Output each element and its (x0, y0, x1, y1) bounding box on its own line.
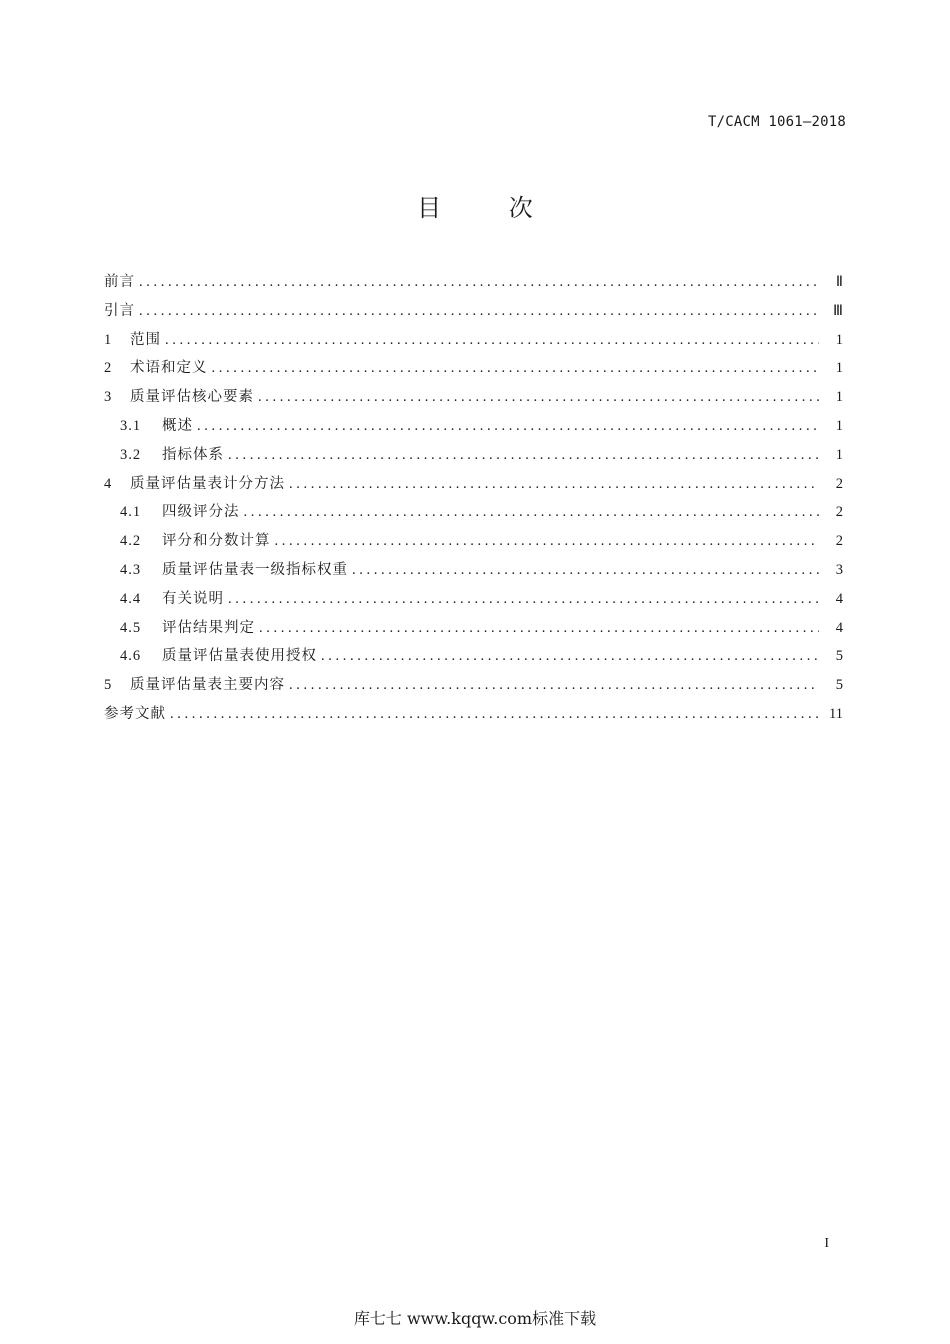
toc-entry-4-2[interactable] (104, 529, 843, 558)
toc-entry-page: 1 (835, 331, 843, 348)
footer-watermark-text: 库七七 www.kqqw.com标准下载 (353, 1309, 597, 1328)
toc-entry-page: 5 (835, 677, 843, 694)
toc-entry-4-5[interactable] (104, 616, 843, 645)
toc-leader-dots (197, 418, 819, 435)
toc-entry-label: 范围 (130, 331, 161, 348)
toc-entry-page: 2 (835, 533, 843, 550)
toc-entry-page: 1 (835, 417, 843, 434)
toc-entry-label: 前言 (104, 274, 135, 290)
toc-entry-number: 4.1 (120, 504, 142, 521)
toc-entry-4[interactable] (104, 472, 843, 501)
toc-entry-number: 4.6 (120, 648, 142, 665)
toc-entry-5[interactable] (104, 673, 843, 702)
page-number: I (824, 1236, 829, 1251)
toc-entry-number: 4.4 (120, 590, 142, 607)
toc-entry-introduction[interactable] (104, 299, 843, 328)
toc-leader-dots (170, 706, 819, 723)
toc-leader-dots (259, 620, 819, 637)
toc-entry-page: 11 (829, 705, 843, 722)
toc-entry-page: 1 (835, 446, 843, 463)
toc-entry-number: 5 (104, 677, 112, 694)
toc-entry-page: Ⅲ (833, 302, 843, 319)
toc-entry-label: 评分和分数计算 (162, 533, 271, 550)
toc-entry-page: 4 (835, 619, 843, 636)
toc-entry-3[interactable] (104, 385, 843, 414)
toc-entry-4-1[interactable] (104, 500, 843, 529)
toc-entry-page: 1 (835, 389, 843, 406)
toc-entry-label: 质量评估量表使用授权 (162, 648, 317, 665)
toc-entry-3-1[interactable] (104, 414, 843, 443)
toc-leader-dots (165, 332, 819, 349)
toc-entry-number: 4.5 (120, 619, 142, 636)
toc-leader-dots (139, 303, 819, 320)
toc-entry-label: 质量评估核心要素 (130, 389, 254, 406)
toc-entry-number: 4.2 (120, 533, 142, 550)
toc-entry-number: 4.3 (120, 561, 142, 578)
table-of-contents (104, 270, 843, 731)
toc-entry-page: 5 (835, 648, 843, 665)
toc-entry-page: 3 (835, 561, 843, 578)
toc-entry-label: 术语和定义 (130, 360, 208, 377)
toc-entry-page: Ⅱ (835, 274, 843, 290)
toc-entry-label: 概述 (162, 417, 193, 434)
toc-entry-2[interactable] (104, 356, 843, 385)
toc-entry-4-6[interactable] (104, 644, 843, 673)
toc-entry-preface[interactable] (104, 270, 843, 299)
toc-entry-number: 3.2 (120, 446, 142, 463)
toc-entry-label: 有关说明 (162, 590, 224, 607)
toc-entry-references[interactable] (104, 702, 843, 731)
toc-entry-number: 4 (104, 475, 112, 492)
toc-entry-label: 四级评分法 (162, 504, 240, 521)
toc-entry-label: 质量评估量表一级指标权重 (162, 561, 348, 578)
toc-leader-dots (228, 591, 819, 608)
page-title: 目 次 (417, 194, 563, 222)
toc-leader-dots (228, 447, 819, 464)
toc-entry-4-4[interactable] (104, 587, 843, 616)
toc-entry-3-2[interactable] (104, 443, 843, 472)
toc-leader-dots (352, 562, 819, 579)
toc-entry-label: 质量评估量表计分方法 (130, 475, 285, 492)
toc-entry-page: 2 (835, 504, 843, 521)
toc-leader-dots (289, 476, 819, 493)
toc-leader-dots (275, 533, 820, 550)
toc-entry-page: 4 (835, 590, 843, 607)
toc-entry-page: 1 (835, 360, 843, 377)
toc-entry-4-3[interactable] (104, 558, 843, 587)
toc-entry-1[interactable] (104, 328, 843, 357)
toc-leader-dots (258, 389, 819, 406)
document-code: T/CACM 1061—2018 (707, 114, 846, 130)
toc-entry-label: 指标体系 (162, 446, 224, 463)
toc-leader-dots (139, 274, 819, 291)
toc-entry-number: 3 (104, 389, 112, 406)
toc-entry-number: 2 (104, 360, 112, 377)
toc-entry-label: 评估结果判定 (162, 619, 255, 636)
toc-leader-dots (244, 504, 820, 521)
toc-entry-label: 参考文献 (104, 705, 166, 722)
toc-leader-dots (212, 360, 820, 377)
toc-entry-label: 质量评估量表主要内容 (130, 677, 285, 694)
toc-leader-dots (289, 677, 819, 694)
toc-entry-number: 1 (104, 331, 112, 348)
toc-entry-label: 引言 (104, 302, 135, 319)
toc-leader-dots (321, 648, 819, 665)
toc-entry-page: 2 (835, 475, 843, 492)
toc-entry-number: 3.1 (120, 417, 142, 434)
